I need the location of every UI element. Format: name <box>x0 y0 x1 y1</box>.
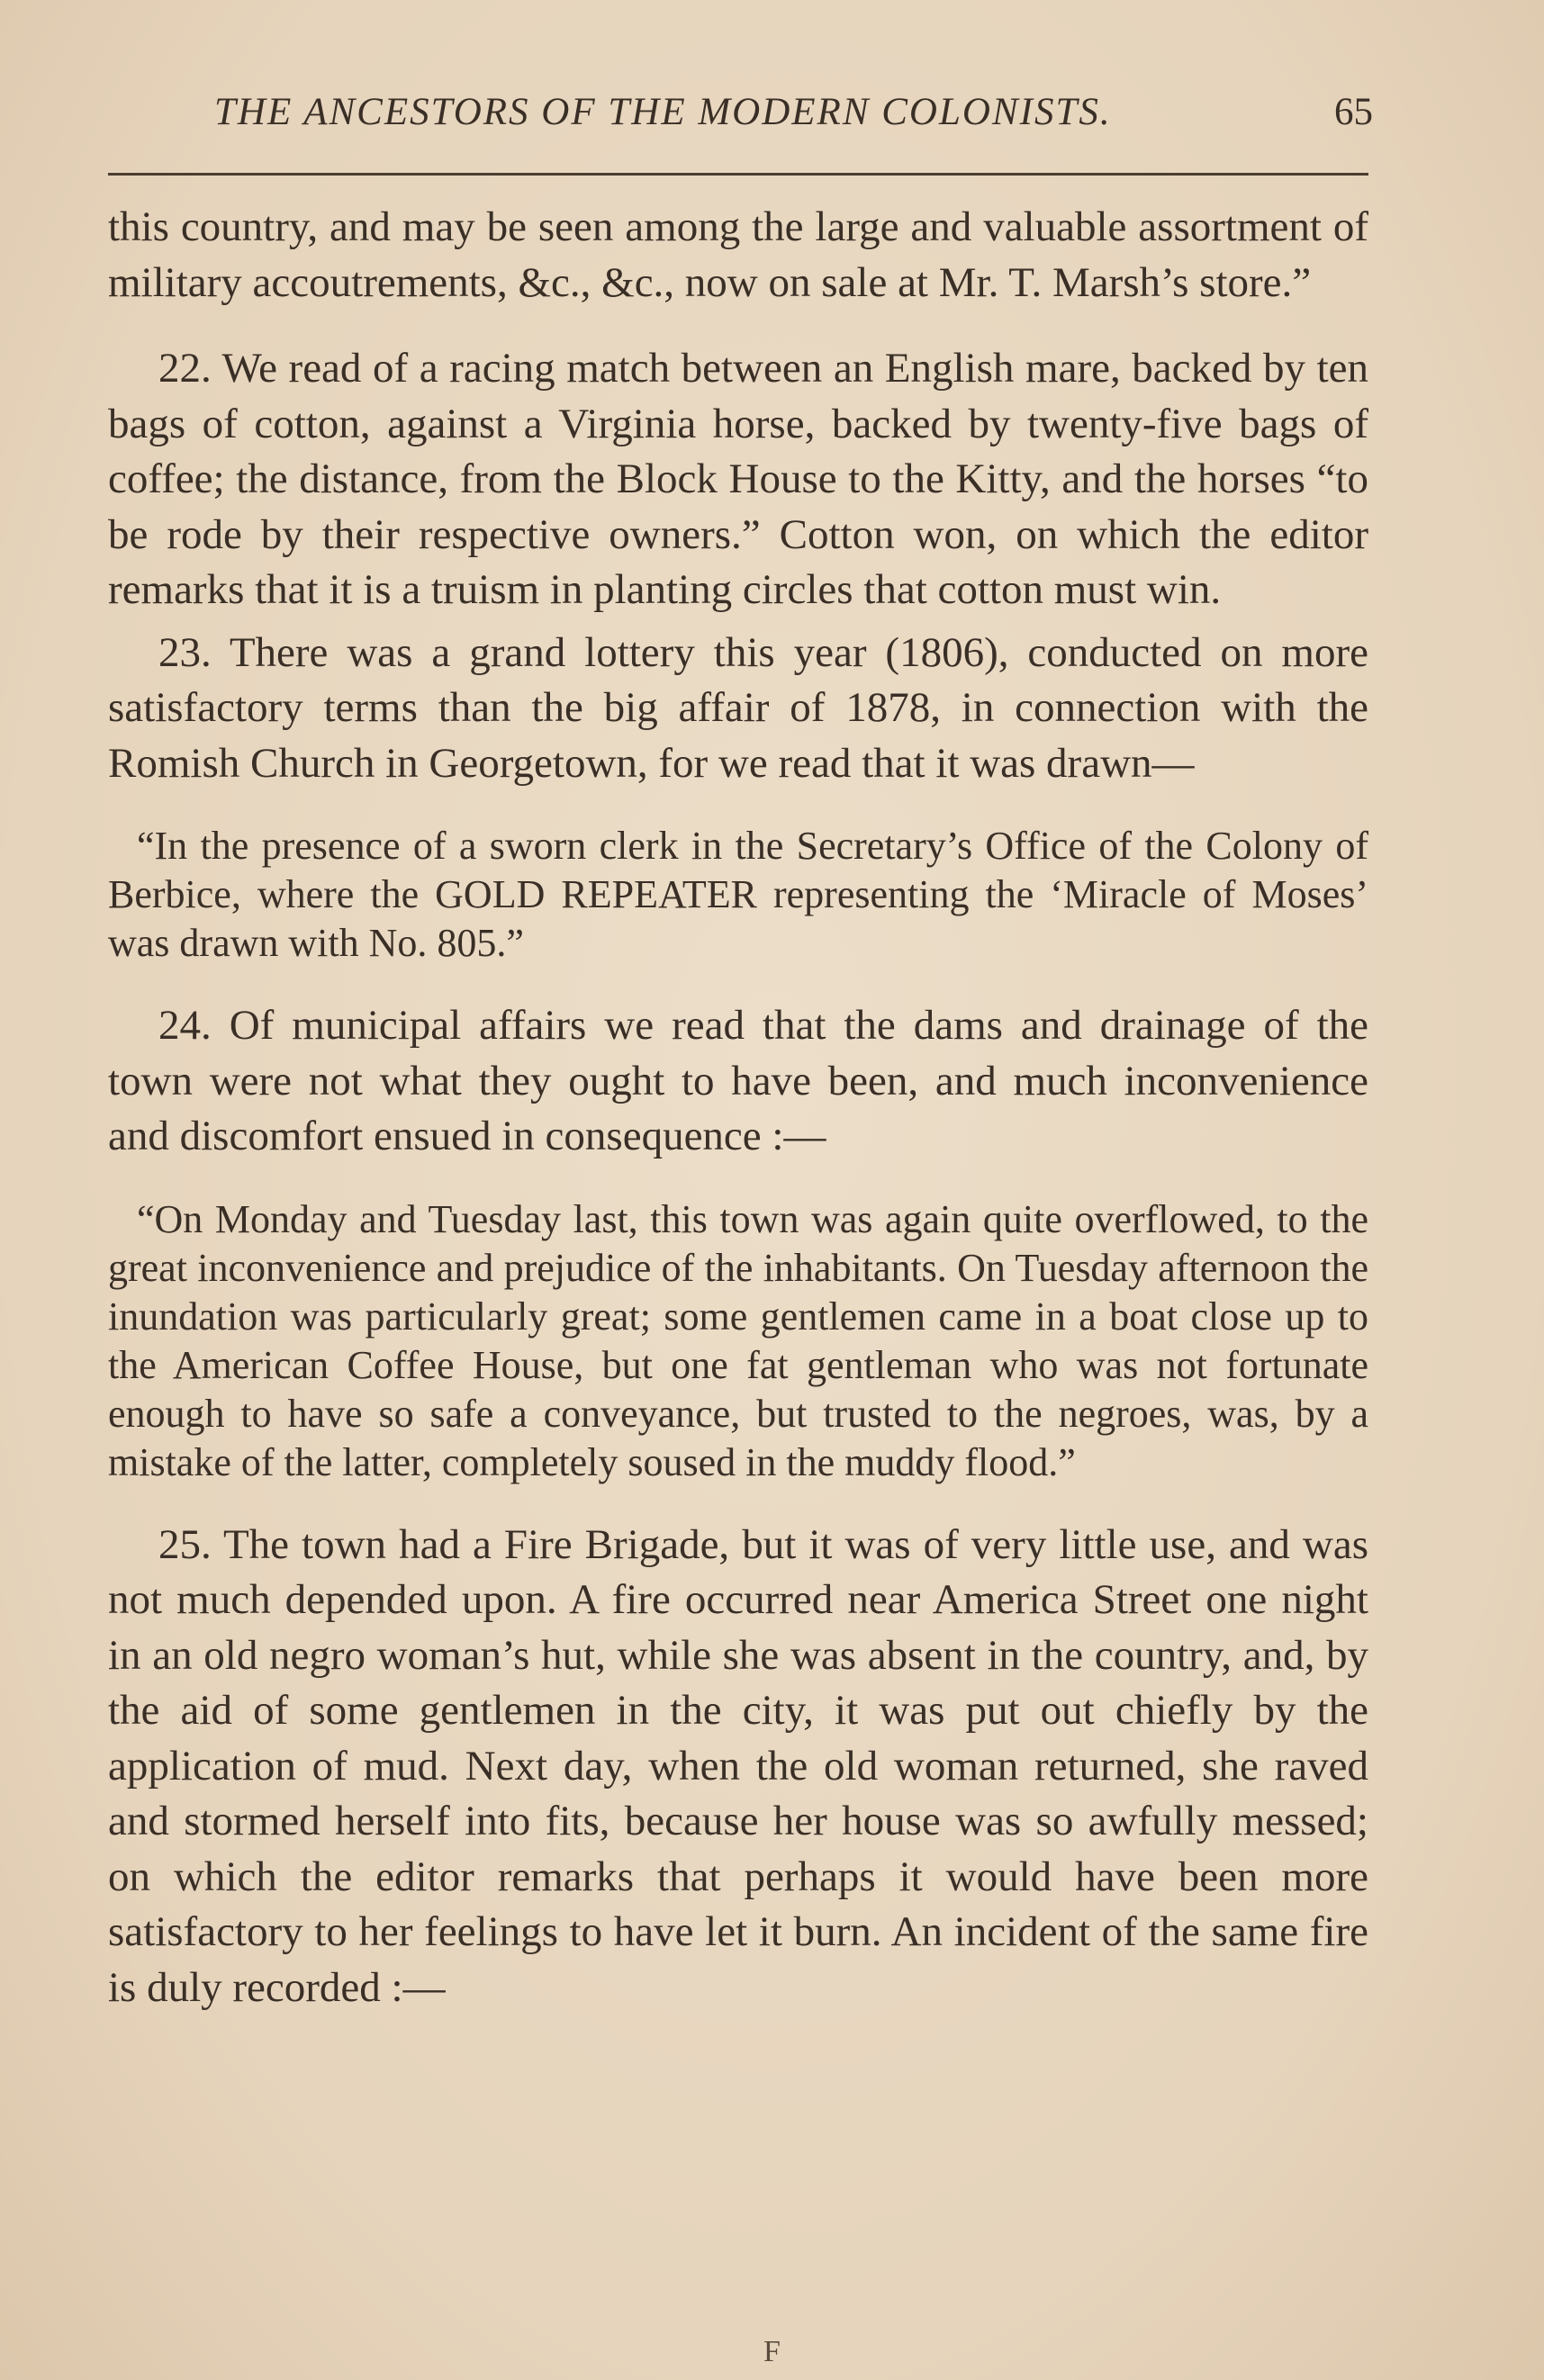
page-number: 65 <box>1334 91 1373 133</box>
running-head: THE ANCESTORS OF THE MODERN COLONISTS. <box>214 91 1112 133</box>
header-rule <box>108 173 1368 176</box>
paragraph-continuation: this country, and may be seen among the large and valuable assortment of military accoutrements, &c., &c., now on sale at Mr. T. Marsh’s store.” <box>108 203 1368 306</box>
paragraph-22: 22. We read of a racing match between an English mare, backed by ten bags of cotton, against a Virginia horse, backed by twenty-five bags of coffee; the distance, from the Block House to the Kitty, and the horses “to be rode by their respective owners.” Cotton won, on which the editor remarks that it is a truism in planting circles that cotton must win. <box>108 345 1368 613</box>
page-header <box>108 90 1373 153</box>
quotation-flood: “On Monday and Tuesday last, this town was again quite overflowed, to the great inconvenience and prejudice of the inhabitants. On Tuesday afternoon the inundation was particularly great; some gentlemen came in a boat close up to the American Coffee House, but one fat gentleman who was not fortunate enough to have so safe a conveyance, but trusted to the negroes, was, by a mistake of the latter, completely soused in the muddy flood.” <box>108 1196 1368 1484</box>
paragraph-24: 24. Of municipal affairs we read that the dams and drainage of the town were not what they ought to have been, and much inconvenience and discomfort ensued in consequence :— <box>108 1002 1368 1159</box>
quotation-lottery: “In the presence of a sworn clerk in the Secretary’s Office of the Colony of Berbice, where the GOLD REPEATER representing the ‘Miracle of Moses’ was drawn with No. 805.” <box>108 824 1368 965</box>
paragraph-23: 23. There was a grand lottery this year (1806), conducted on more satisfactory terms than the big affair of 1878, in connection with the Romish Church in Georgetown, for we read that it was drawn— <box>108 628 1368 787</box>
signature-mark: F <box>763 2335 781 2368</box>
body-text <box>108 200 1368 2015</box>
paragraph-25: 25. The town had a Fire Brigade, but it was of very little use, and was not much depended upon. A fire occurred near America Street one night in an old negro woman’s hut, while she was absent in the country, and, by the aid of some gentlemen in the city, it was put out chiefly by the application of mud. Next day, when the old woman returned, she raved and stormed herself into fits, because her house was so awfully messed; on which the editor remarks that perhaps it would have been more satisfactory to her feelings to have let it burn. An incident of the same fire is duly recorded :— <box>108 1520 1368 2011</box>
